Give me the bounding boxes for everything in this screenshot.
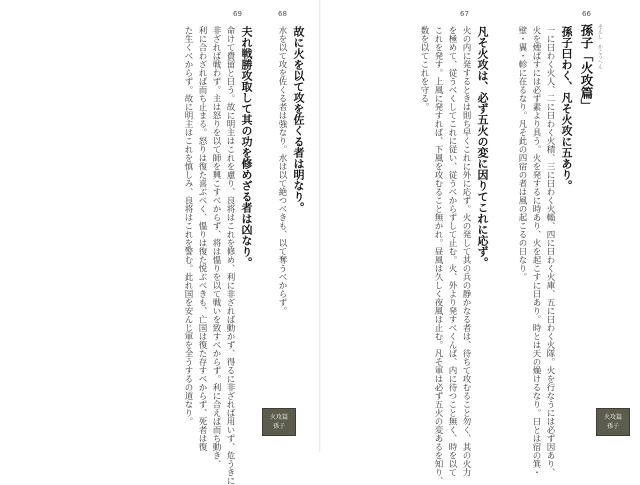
body-line: 命けて費留と曰う。故に明主はこれを慮り、良将はこれを修め、利に非ざれば動かず、得るに非ざれば用いず、危うきに bbox=[225, 26, 235, 485]
body-line: 一に曰わく火人、二に曰わく火積、三に曰わく火輜、四に曰わく火庫、五に曰わく火隊。火を行なうには必ず因あり、 bbox=[545, 26, 555, 477]
body-line: 利に合わざれば而ち止まる。怒りは復た喜ぶべく、慍りは復た悦ぶべきも、亡国は復た存すべからず、死者は復 bbox=[197, 26, 207, 451]
tag-line: 火攻篇 bbox=[269, 414, 288, 421]
page-number-69: 69 bbox=[233, 10, 242, 18]
section-heading: 孫子曰わく、凡そ火攻に五あり。 bbox=[560, 26, 573, 191]
body-line: 数を以てこれを守る。 bbox=[419, 26, 429, 111]
tag-line: 火攻篇 bbox=[603, 414, 622, 421]
tag-line: 孫子 bbox=[272, 423, 285, 430]
page-number-67: 67 bbox=[460, 10, 469, 18]
body-line: 火を煙ばすには必ず素より具う。火を発するに時あり、火を起こすに日あり。時とは天の燥けるなり。日とは宿の箕・ bbox=[531, 26, 541, 477]
chapter-title: 孫子「火攻篇」 bbox=[579, 24, 594, 112]
chapter-tag-left bbox=[262, 408, 296, 436]
page-number-68: 68 bbox=[278, 10, 287, 18]
body-line: これを発す。上風に発すれば、下風を攻むること無かれ。昼風は久しく夜風は止む。凡そ軍は必ず五火の変あるを知り、 bbox=[433, 26, 443, 485]
section-heading: 凡そ火攻は、必ず五火の変に因りてこれに応ず。 bbox=[476, 26, 489, 268]
page-number-66: 66 bbox=[582, 10, 591, 18]
body-line: を極めて、従うべくしてこれに従い、従うべからずして止む。火、外より発すべくんば、内に待つこと無く、時を以て bbox=[447, 26, 457, 477]
body-line: 非ざれば戦わず。主は怒りを以て師を興こすべからず、将は慍りを以て戦いを致すべからず。利に合えば而ち動き、 bbox=[211, 26, 221, 468]
tag-line: 孫子 bbox=[606, 423, 619, 430]
body-line: 壁・翼・軫に在るなり。凡そ此の四宿の者は風の起こるの日なり。 bbox=[517, 26, 527, 281]
chapter-tag-right bbox=[596, 408, 630, 436]
section-heading: 故に火を以て攻を佐くる者は明なり。 bbox=[292, 26, 305, 213]
body-line: た生くべからず。故に明主はこれを慎しみ、良将はこれを警む。此れ国を安んじ軍を全うするの道なり。 bbox=[183, 26, 193, 426]
body-line: 水を以て攻を佐くる者は強なり。水は以て絶つべきも、以て奪うべからず。 bbox=[277, 26, 287, 315]
chapter-title-ruby: そんし かこうへん bbox=[597, 24, 603, 69]
body-line: 火の内に発するときは則ち早くこれに外に応ず。火の発して其の兵の静かなる者は、待ちて攻むること勿く、其の火力 bbox=[461, 26, 471, 477]
section-heading: 夫れ戦勝攻取して其の功を修めざる者は凶なり。 bbox=[240, 26, 253, 268]
page-gutter bbox=[319, 0, 321, 452]
